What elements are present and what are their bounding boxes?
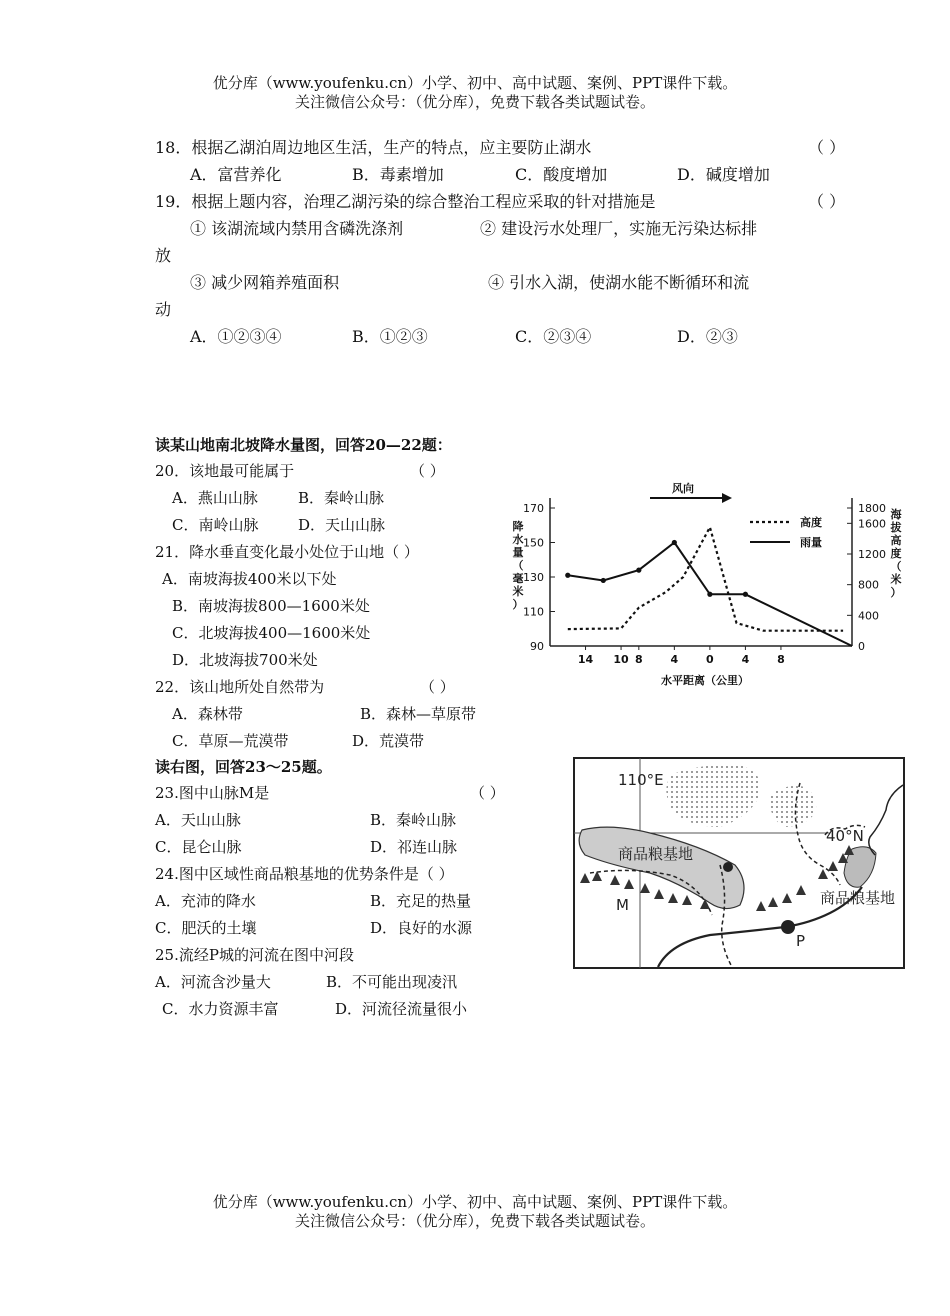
rainfall-point <box>636 568 641 573</box>
q21-option-b: B．南坡海拔800—1600米处 <box>172 597 370 615</box>
rainfall-point <box>565 573 570 578</box>
q24-option-d: D．良好的水源 <box>370 919 473 937</box>
x-axis-title: 水平距离（公里） <box>661 674 749 687</box>
q22-stem: 22．该山地所处自然带为 <box>155 678 325 696</box>
q19-item-4-cont: 动 <box>155 300 172 319</box>
y2-axis-title-char: 高 <box>890 534 902 547</box>
footer-line-1: 优分库（www.youfenku.cn）小学、初中、高中试题、案例、PPT课件下载。 <box>212 1193 738 1211</box>
x-tick-label: 14 <box>577 653 594 666</box>
q19-option-d: D．②③ <box>677 327 738 346</box>
y-axis-title-char: 米 <box>512 585 524 598</box>
q18-paren: （ ） <box>808 138 846 157</box>
q25-option-b: B．不可能出现凌汛 <box>326 973 458 991</box>
map-label-grain-base-1: 商品粮基地 <box>618 845 694 863</box>
q25-option-d: D．河流径流量很小 <box>335 1000 468 1018</box>
q23-option-c: C．昆仑山脉 <box>155 838 242 856</box>
map-label-grain-base-2: 商品粮基地 <box>820 889 896 907</box>
q23-stem: 23.图中山脉M是 <box>155 784 270 802</box>
q24-option-c: C．肥沃的土壤 <box>155 919 257 937</box>
q18-option-b: B．毒素增加 <box>352 165 444 184</box>
section-heading-2: 读右图，回答23～25题。 <box>155 758 332 776</box>
y2-axis-title-char: （ <box>890 560 902 573</box>
q23-paren: （ ） <box>470 784 505 802</box>
q20-option-b: B．秦岭山脉 <box>298 489 385 507</box>
y-tick-label: 150 <box>523 536 544 550</box>
region-map <box>570 755 920 975</box>
rainfall-point <box>601 578 606 583</box>
rainfall-point <box>672 540 677 545</box>
q19-option-c: C．②③④ <box>515 327 592 346</box>
q23-option-d: D．祁连山脉 <box>370 838 458 856</box>
q21-option-c: C．北坡海拔400—1600米处 <box>172 624 371 642</box>
q19-stem: 19．根据上题内容，治理乙湖污染的综合整治工程应采取的针对措施是 <box>155 192 656 211</box>
x-tick-label: 0 <box>706 653 714 666</box>
q25-stem: 25.流经P城的河流在图中河段 <box>155 946 354 964</box>
footer-line-2: 关注微信公众号：（优分库），免费下载各类试题试卷。 <box>294 1212 655 1230</box>
y2-axis-title-char: ） <box>890 586 902 599</box>
x-tick-label: 8 <box>634 653 643 666</box>
header-line-1: 优分库（www.youfenku.cn）小学、初中、高中试题、案例、PPT课件下载。 <box>212 74 738 92</box>
map-label-110e: 110°E <box>618 771 664 789</box>
y-tick-label: 130 <box>523 571 544 584</box>
x-tick-label: 4 <box>741 653 750 666</box>
q22-paren: （ ） <box>420 678 455 696</box>
q18-option-a: A．富营养化 <box>190 165 282 184</box>
rainfall-point <box>743 592 748 597</box>
q24-stem: 24.图中区域性商品粮基地的优势条件是（ ） <box>155 865 454 883</box>
section-heading-1: 读某山地南北坡降水量图，回答20—22题： <box>155 436 452 454</box>
city-dot <box>723 862 733 872</box>
map-label-p: P <box>796 932 806 950</box>
y-axis-title-char: 水 <box>512 533 524 546</box>
y-axis-title-char: 量 <box>512 546 524 559</box>
x-tick-label: 4 <box>670 653 679 666</box>
q21-option-d: D．北坡海拔700米处 <box>172 651 318 669</box>
y-tick-label: 170 <box>523 502 544 515</box>
y-tick-label: 90 <box>530 640 544 653</box>
q20-paren: （ ） <box>410 462 445 480</box>
chart-title-wind: 风向 <box>672 482 694 495</box>
y2-tick-label: 1600 <box>858 517 886 531</box>
y2-tick-label: 1200 <box>858 548 886 561</box>
q19-item-3: ③ 减少网箱养殖面积 <box>190 273 340 292</box>
q19-option-b: B．①②③ <box>352 327 428 346</box>
y2-axis-title-char: 度 <box>890 547 902 560</box>
y-tick-label: 110 <box>523 605 544 619</box>
y2-tick-label: 800 <box>858 578 879 592</box>
q25-option-a: A．河流含沙量大 <box>155 973 271 991</box>
x-tick-label: 8 <box>777 653 785 666</box>
q24-option-b: B．充足的热量 <box>370 892 472 910</box>
q18-option-d: D．碱度增加 <box>677 165 770 184</box>
y2-tick-label: 0 <box>858 640 865 653</box>
y-axis-title-char: 毫 <box>512 572 524 585</box>
q22-option-d: D．荒漠带 <box>352 732 425 750</box>
q19-option-a: A．①②③④ <box>190 327 282 346</box>
q19-item-1: ① 该湖流域内禁用含磷洗涤剂 <box>190 219 404 238</box>
y2-tick-label: 400 <box>858 609 879 623</box>
y2-tick-label: 1800 <box>858 502 886 515</box>
q24-option-a: A．充沛的降水 <box>155 892 256 910</box>
q19-item-2-cont: 放 <box>155 246 172 265</box>
q18-option-c: C．酸度增加 <box>515 165 608 184</box>
legend-label-rainfall: 雨量 <box>800 536 822 549</box>
city-p <box>781 920 795 934</box>
rainfall-point <box>707 592 712 597</box>
q20-stem: 20．该地最可能属于 <box>155 462 295 480</box>
q20-option-c: C．南岭山脉 <box>172 516 259 534</box>
q20-option-a: A．燕山山脉 <box>172 489 258 507</box>
q21-stem: 21．降水垂直变化最小处位于山地（ ） <box>155 543 419 561</box>
y2-axis-title-char: 米 <box>890 573 902 586</box>
q19-paren: （ ） <box>808 192 846 211</box>
precipitation-chart <box>500 470 905 690</box>
q25-option-c: C．水力资源丰富 <box>162 1000 279 1018</box>
q23-option-a: A．天山山脉 <box>155 811 241 829</box>
y2-axis-title-char: 拔 <box>890 521 902 534</box>
q20-option-d: D．天山山脉 <box>298 516 386 534</box>
x-tick-label: 10 <box>613 653 629 666</box>
map-label-40n: 40°N <box>826 827 864 845</box>
q21-option-a: A．南坡海拔400米以下处 <box>162 570 337 588</box>
legend-label-elevation: 高度 <box>800 516 822 529</box>
q22-option-c: C．草原—荒漠带 <box>172 732 289 750</box>
q22-option-a: A．森林带 <box>172 705 243 723</box>
q23-option-b: B．秦岭山脉 <box>370 811 457 829</box>
y-axis-title-char: （ <box>512 559 524 572</box>
q22-option-b: B．森林—草原带 <box>360 705 477 723</box>
y-axis-title-char: 降 <box>512 520 524 533</box>
header-line-2: 关注微信公众号：（优分库），免费下载各类试题试卷。 <box>294 93 655 111</box>
y2-axis-title-char: 海 <box>890 508 902 521</box>
q19-item-2: ② 建设污水处理厂，实施无污染达标排 <box>480 219 758 238</box>
q18-stem: 18．根据乙湖泊周边地区生活，生产的特点，应主要防止湖水 <box>155 138 592 157</box>
y-axis-title-char: ） <box>512 598 524 611</box>
wind-arrow-head <box>722 493 732 503</box>
map-label-m: M <box>616 896 629 914</box>
q19-item-4: ④ 引水入湖，使湖水能不断循环和流 <box>488 273 750 292</box>
